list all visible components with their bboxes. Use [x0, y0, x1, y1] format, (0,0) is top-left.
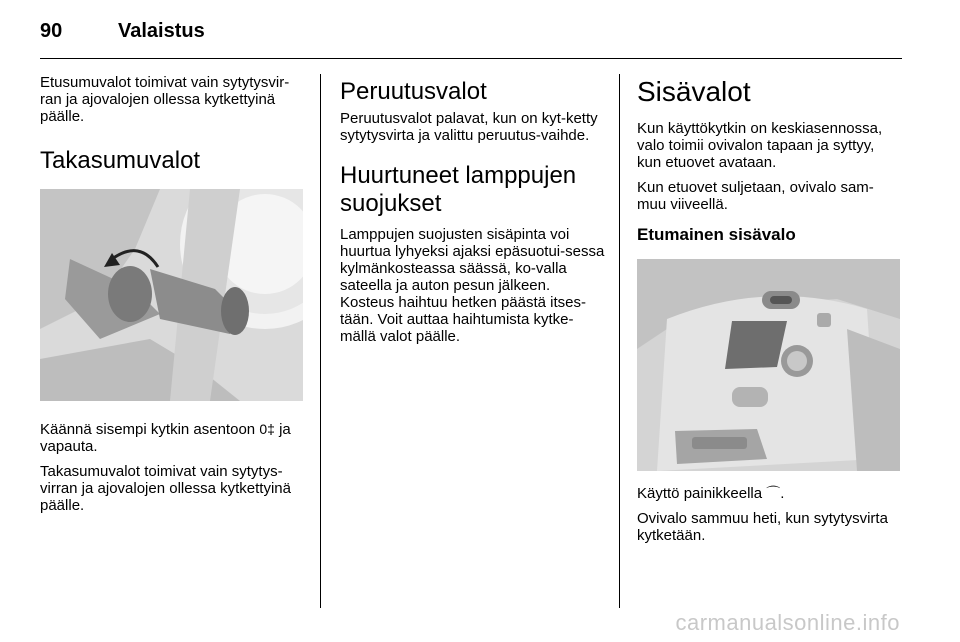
reversing-lights-heading: Peruutusvalot [340, 78, 487, 105]
interior-lights-text-3: Ovivalo sammuu heti, kun sytytysvirta kytketään. [637, 510, 888, 544]
interior-light-usage [637, 485, 902, 502]
watermark: carmanualsonline.info [675, 610, 900, 635]
fogged-covers-text: Lamppujen suojusten sisäpinta voi huurtua lyhyeksi ajaksi epäsuotui-sessa kylmänkosteassa säässä, ko-valla sateella ja auton pesun jälkeen. Kosteus haihtuu hetken päästä itses-tään. Voit auttaa haihtumista kytke-mällä valot päälle. [340, 226, 605, 345]
fogged-covers-heading: Huurtuneet lamppujen suojukset [340, 162, 577, 217]
interior-lights-text-2: Kun etuovet suljetaan, ovivalo sam-muu viiveellä. [637, 179, 874, 213]
rear-fog-instruction [40, 421, 304, 455]
column-divider-1 [320, 74, 321, 608]
column-divider-2 [619, 74, 620, 608]
column-2 [340, 74, 606, 353]
interior-lights-text-1: Kun käyttökytkin on keskiasennossa, valo toimii ovivalon tapaan ja syttyy, kun etuovet avataan. [637, 120, 883, 171]
interior-light-symbol: ⌒ [766, 485, 781, 501]
column-3 [637, 74, 902, 552]
interior-light-image [637, 259, 900, 471]
column-1 [40, 74, 304, 522]
fog-light-switch-image [40, 189, 303, 401]
usage-text-end: . [780, 485, 785, 502]
instruction-text-start: Käännä sisempi kytkin asentoon [40, 421, 256, 438]
rear-fog-heading: Takasumuvalot [40, 147, 201, 174]
instruction-text-end: ja vapauta. [40, 421, 291, 455]
front-interior-light-heading: Etumainen sisävalo [637, 225, 796, 244]
front-fog-intro: Etusumuvalot toimivat vain sytytysvir-ran ja ajovalojen ollessa kytkettyinä päälle. [40, 74, 290, 125]
header-rule [40, 58, 902, 59]
reversing-lights-text: Peruutusvalot palavat, kun on kyt-ketty sytytysvirta ja valittu peruutus-vaihde. [340, 110, 598, 144]
page-title: Valaistus [118, 20, 205, 42]
rear-fog-note: Takasumuvalot toimivat vain sytytys-virran ja ajovalojen ollessa kytkettyinä päälle. [40, 463, 291, 514]
page-number: 90 [40, 20, 63, 42]
interior-lights-heading: Sisävalot [637, 76, 751, 107]
rear-fog-symbol: 0‡ [259, 421, 275, 437]
usage-text-start: Käyttö painikkeella [637, 485, 763, 502]
